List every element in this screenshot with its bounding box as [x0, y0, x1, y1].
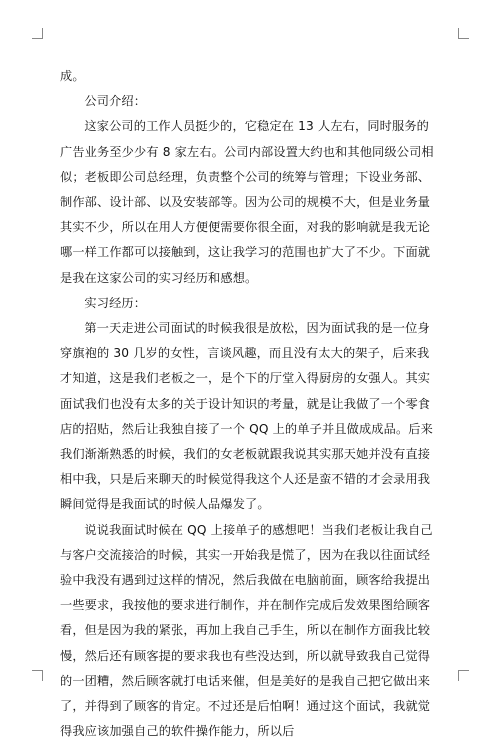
section-heading-internship: 实习经历：: [84, 295, 147, 310]
section-heading-company-intro: 公司介绍：: [84, 94, 147, 109]
document-body: [60, 64, 440, 744]
crop-mark-top-left: [32, 28, 43, 39]
crop-mark-top-right: [458, 28, 469, 39]
crop-mark-bottom-right: [458, 670, 469, 681]
paragraph-qq-order: 说说我面试时候在 QQ 上接单子的感想吧！当我们老板让我自己与客户交流接洽的时候，其实一开始我是慌了，因为在我以往面试经验中我没有遇到过这样的情况，然后我做在电脑前面，顾客给我提出一些要求，我按他的要求进行制作，并在制作完成后发效果图给顾客看，但是因为我的紧张，再加上我自己手生，所以在制作方面我比较慢，然后还有顾客提的要求我也有些没达到，所以就导致我自己觉得的一团糟，然后顾客就打电话来催，但是美好的是我自己把它做出来了，并得到了顾客的肯定。不过还是后怕啊！通过这个面试，我就觉得我应该加强自己的软件操作能力，所以后: [60, 522, 433, 739]
paragraph-first-day: 第一天走进公司面试的时候我很是放松，因为面试我的是一位身穿旗袍的 30 几岁的女性，言谈风趣，而且没有太大的架子，后来我才知道，这是我们老板之一，是个下的厅堂入得厨房的女强人。其实面试我们也没有太多的关于设计知识的考量，就是让我做了一个零食店的招贴，然后让我独自接了一个 QQ 上的单子并且做成成品。后来我们渐渐熟悉的时候，我们的女老板就跟我说其实那天她并没有直接相中我，只是后来聊天的时候觉得我这个人还是蛮不错的才会录用我瞬间觉得是我面试的时候人品爆发了。: [60, 321, 433, 512]
paragraph-continuation: 成。: [60, 69, 85, 83]
crop-mark-bottom-left: [32, 670, 43, 681]
paragraph-company-intro: 这家公司的工作人员挺少的，它稳定在 13 人左右，同时服务的广告业务至少少有 8 家左右。公司内部设置大约也和其他同级公司相似；老板即公司总经理，负责整个公司的统筹与管理；下设业务部、制作部、设计部、以及安装部等。因为公司的规模不大，但是业务量其实不少，所以在用人方便便需要你很全面，对我的影响就是我无论哪一样工作都可以接触到，这让我学习的范围也扩大了不少。下面就是我在这家公司的实习经历和感想。: [60, 119, 434, 285]
